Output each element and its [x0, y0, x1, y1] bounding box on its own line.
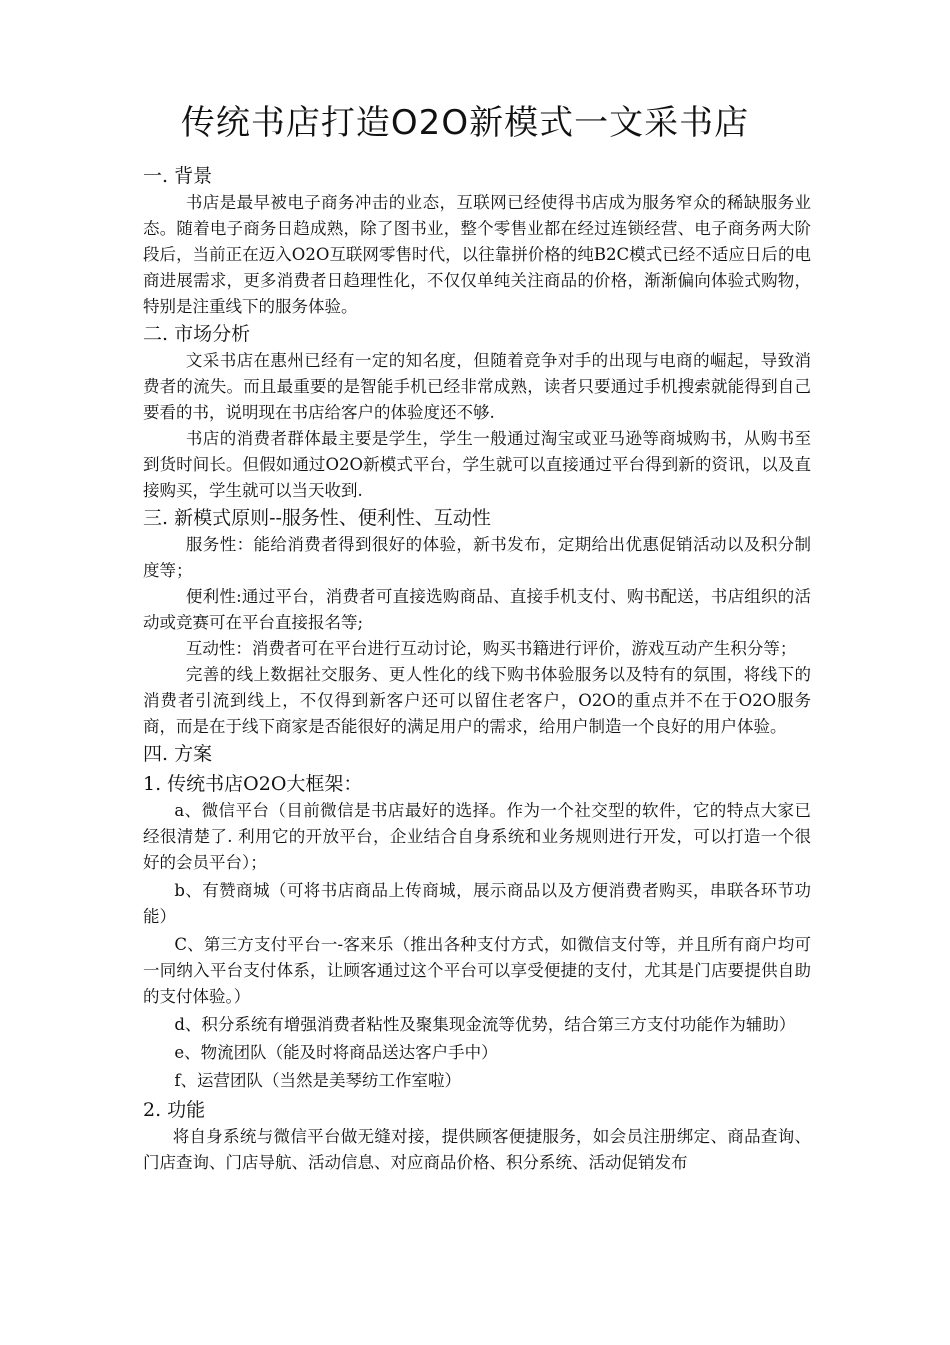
subsection-heading-framework: 1. 传统书店O2O大框架： [143, 773, 363, 795]
paragraph: 互动性：消费者可在平台进行互动讨论，购买书籍进行评价，游戏互动产生积分等； [185, 639, 797, 658]
list-item: a、微信平台（目前微信是书店最好的选择。作为一个社交型的软件，它的特点大家已经很清楚了. 利用它的开放平台，企业结合自身系统和业务规则进行开发，可以打造一个很好的会员平台）； [143, 801, 811, 872]
paragraph: 服务性：能给消费者得到很好的体验，新书发布，定期给出优惠促销活动以及积分制度等； [143, 535, 811, 580]
document-title: 传统书店打造O2O新模式一文采书店 [180, 103, 750, 143]
list-item: f、运营团队（当然是美琴纺工作室啦） [174, 1071, 461, 1090]
paragraph: 便利性:通过平台，消费者可直接选购商品、直接手机支付、购书配送，书店组织的活动或竞赛可在平台直接报名等; [143, 587, 811, 632]
list-item: b、有赞商城（可将书店商品上传商城，展示商品以及方便消费者购买，串联各环节功能） [143, 881, 811, 926]
section-heading-plan: 四. 方案 [143, 743, 213, 765]
list-item: C、第三方支付平台一-客来乐（推出各种支付方式，如微信支付等，并且所有商户均可一同纳入平台支付体系，让顾客通过这个平台可以享受便捷的支付，尤其是门店要提供自助的支付体验。） [143, 935, 811, 1006]
paragraph: 书店的消费者群体最主要是学生，学生一般通过淘宝或亚马逊等商城购书，从购书至到货时间长。但假如通过O2O新模式平台，学生就可以直接通过平台得到新的资讯，以及直接购买，学生就可以当天收到. [143, 429, 811, 500]
paragraph: 完善的线上数据社交服务、更人性化的线下购书体验服务以及特有的氛围，将线下的消费者引流到线上，不仅得到新客户还可以留住老客户，O2O的重点并不在于O2O服务商，而是在于线下商家是否能很好的满足用户的需求，给用户制造一个良好的用户体验。 [143, 665, 811, 736]
list-item: e、物流团队（能及时将商品送达客户手中） [174, 1043, 498, 1062]
list-item: d、积分系统有增强消费者粘性及聚集现金流等优势，结合第三方支付功能作为辅助） [174, 1015, 796, 1034]
section-heading-principles: 三. 新模式原则--服务性、便利性、互动性 [143, 507, 491, 529]
document-body [143, 162, 811, 1176]
subsection-heading-features: 2. 功能 [143, 1099, 206, 1121]
section-heading-background: 一. 背景 [143, 165, 213, 187]
paragraph: 书店是最早被电子商务冲击的业态，互联网已经使得书店成为服务窄众的稀缺服务业态。随着电子商务日趋成熟，除了图书业，整个零售业都在经过连锁经营、电子商务两大阶段后，当前正在迈入O2O互联网零售时代，以往靠拼价格的纯B2C模式已经不适应日后的电商进展需求，更多消费者日趋理性化，不仅仅单纯关注商品的价格，渐渐偏向体验式购物，特别是注重线下的服务体验。 [143, 193, 811, 316]
paragraph: 文采书店在惠州已经有一定的知名度，但随着竞争对手的出现与电商的崛起，导致消费者的流失。而且最重要的是智能手机已经非常成熟，读者只要通过手机搜索就能得到自己要看的书，说明现在书店给客户的体验度还不够. [143, 351, 811, 422]
paragraph: 将自身系统与微信平台做无缝对接，提供顾客便捷服务，如会员注册绑定、商品查询、门店查询、门店导航、活动信息、对应商品价格、积分系统、活动促销发布 [143, 1127, 811, 1172]
section-heading-market-analysis: 二. 市场分析 [143, 323, 251, 345]
